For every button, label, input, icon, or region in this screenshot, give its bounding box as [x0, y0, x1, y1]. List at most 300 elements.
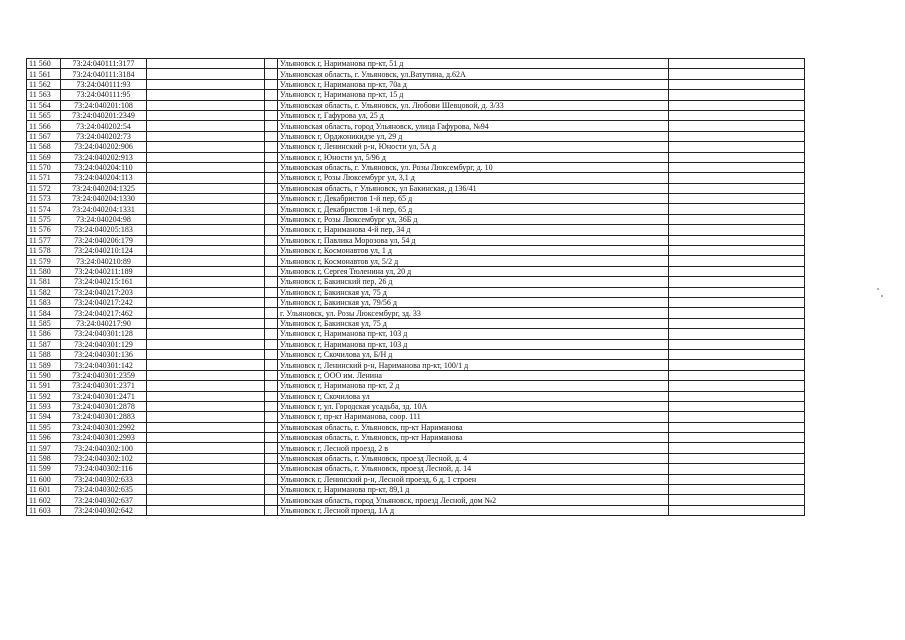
address-cell: Ульяновск г, пр-кт Нариманова, соор. 111 — [278, 412, 669, 422]
row-number-cell: 11 574 — [27, 204, 61, 214]
address-cell: Ульяновск г, Лесной проезд, 1А д — [278, 505, 669, 515]
row-number-cell: 11 577 — [27, 235, 61, 245]
row-number-cell: 11 564 — [27, 100, 61, 110]
empty-cell — [669, 194, 805, 204]
empty-cell — [147, 69, 265, 79]
empty-cell — [669, 297, 805, 307]
empty-cell — [669, 183, 805, 193]
empty-cell — [265, 443, 278, 453]
cadastral-number-cell: 73:24:040301:142 — [61, 360, 147, 370]
empty-cell — [147, 110, 265, 120]
empty-cell — [265, 360, 278, 370]
table-row — [27, 505, 805, 515]
address-cell: Ульяновская область, г Ульяновск, ул Бакинская, д 136/41 — [278, 183, 669, 193]
empty-cell — [265, 173, 278, 183]
cadastral-number-cell: 73:24:040204:110 — [61, 162, 147, 172]
row-number-cell: 11 601 — [27, 485, 61, 495]
row-number-cell: 11 602 — [27, 495, 61, 505]
address-cell: Ульяновск г, Нариманова пр-кт, 2 д — [278, 381, 669, 391]
empty-cell — [147, 266, 265, 276]
empty-cell — [669, 225, 805, 235]
address-cell: Ульяновск г, Сергея Тюленина ул, 20 д — [278, 266, 669, 276]
empty-cell — [669, 287, 805, 297]
cadastral-number-cell: 73:24:040217:203 — [61, 287, 147, 297]
empty-cell — [669, 401, 805, 411]
cadastral-number-cell: 73:24:040301:2992 — [61, 422, 147, 432]
row-number-cell: 11 583 — [27, 297, 61, 307]
address-cell: Ульяновск г, Бакинская ул, 75 д — [278, 318, 669, 328]
empty-cell — [669, 110, 805, 120]
empty-cell — [147, 474, 265, 484]
empty-cell — [147, 100, 265, 110]
empty-cell — [669, 277, 805, 287]
empty-cell — [669, 173, 805, 183]
property-register-table — [26, 58, 805, 516]
empty-cell — [147, 121, 265, 131]
table-row — [27, 370, 805, 380]
address-cell: Ульяновская область, г. Ульяновск, ул. Розы Люксембург, д. 10 — [278, 162, 669, 172]
row-number-cell: 11 585 — [27, 318, 61, 328]
empty-cell — [147, 131, 265, 141]
table-row — [27, 453, 805, 463]
empty-cell — [147, 235, 265, 245]
table-row — [27, 474, 805, 484]
row-number-cell: 11 578 — [27, 246, 61, 256]
row-number-cell: 11 590 — [27, 370, 61, 380]
cadastral-number-cell: 73:24:040204:98 — [61, 214, 147, 224]
empty-cell — [147, 173, 265, 183]
empty-cell — [265, 339, 278, 349]
table-row — [27, 287, 805, 297]
row-number-cell: 11 576 — [27, 225, 61, 235]
empty-cell — [265, 474, 278, 484]
empty-cell — [147, 152, 265, 162]
empty-cell — [265, 121, 278, 131]
row-number-cell: 11 573 — [27, 194, 61, 204]
address-cell: Ульяновск г, Нариманова пр-кт, 70а д — [278, 79, 669, 89]
empty-cell — [147, 256, 265, 266]
empty-cell — [147, 297, 265, 307]
empty-cell — [265, 246, 278, 256]
empty-cell — [147, 162, 265, 172]
cadastral-number-cell: 73:24:040217:242 — [61, 297, 147, 307]
cadastral-number-cell: 73:24:040301:2359 — [61, 370, 147, 380]
address-cell: Ульяновская область, г. Ульяновск, ул.Ватутина, д.62А — [278, 69, 669, 79]
row-number-cell: 11 588 — [27, 349, 61, 359]
table-row — [27, 69, 805, 79]
cadastral-number-cell: 73:24:040210:124 — [61, 246, 147, 256]
row-number-cell: 11 581 — [27, 277, 61, 287]
table-row — [27, 59, 805, 69]
empty-cell — [147, 225, 265, 235]
empty-cell — [669, 360, 805, 370]
row-number-cell: 11 596 — [27, 433, 61, 443]
table-row — [27, 131, 805, 141]
scan-speck — [881, 295, 883, 297]
address-cell: Ульяновск г, Нариманова пр-кт, 103 д — [278, 329, 669, 339]
empty-cell — [265, 308, 278, 318]
empty-cell — [669, 349, 805, 359]
empty-cell — [669, 485, 805, 495]
cadastral-number-cell: 73:24:040302:633 — [61, 474, 147, 484]
cadastral-number-cell: 73:24:040301:136 — [61, 349, 147, 359]
table-row — [27, 381, 805, 391]
empty-cell — [669, 495, 805, 505]
cadastral-number-cell: 73:24:040210:89 — [61, 256, 147, 266]
cadastral-number-cell: 73:24:040302:637 — [61, 495, 147, 505]
address-cell: Ульяновск г, Космонавтов ул, 1 д — [278, 246, 669, 256]
table-row — [27, 360, 805, 370]
cadastral-number-cell: 73:24:040204:1331 — [61, 204, 147, 214]
empty-cell — [669, 329, 805, 339]
empty-cell — [147, 433, 265, 443]
empty-cell — [669, 422, 805, 432]
cadastral-number-cell: 73:24:040111:3184 — [61, 69, 147, 79]
cadastral-number-cell: 73:24:040301:2371 — [61, 381, 147, 391]
cadastral-number-cell: 73:24:040301:129 — [61, 339, 147, 349]
empty-cell — [265, 225, 278, 235]
empty-cell — [265, 69, 278, 79]
empty-cell — [265, 142, 278, 152]
empty-cell — [669, 79, 805, 89]
table-row — [27, 79, 805, 89]
row-number-cell: 11 586 — [27, 329, 61, 339]
empty-cell — [147, 90, 265, 100]
address-cell: Ульяновская область, г. Ульяновск, ул. Любови Шевцовой, д. 3/33 — [278, 100, 669, 110]
table-row — [27, 256, 805, 266]
cadastral-number-cell: 73:24:040202:906 — [61, 142, 147, 152]
address-cell: Ульяновск г, Нариманова пр-кт, 103 д — [278, 339, 669, 349]
empty-cell — [265, 412, 278, 422]
empty-cell — [669, 443, 805, 453]
cadastral-number-cell: 73:24:040217:90 — [61, 318, 147, 328]
row-number-cell: 11 579 — [27, 256, 61, 266]
scan-speck — [877, 288, 879, 290]
table-body — [27, 59, 805, 516]
cadastral-number-cell: 73:24:040302:635 — [61, 485, 147, 495]
table-row — [27, 339, 805, 349]
empty-cell — [669, 474, 805, 484]
address-cell: Ульяновск г, Скочилова ул — [278, 391, 669, 401]
row-number-cell: 11 566 — [27, 121, 61, 131]
empty-cell — [147, 360, 265, 370]
table-row — [27, 443, 805, 453]
address-cell: Ульяновск г, Юности ул, 5/96 д — [278, 152, 669, 162]
row-number-cell: 11 582 — [27, 287, 61, 297]
table-row — [27, 277, 805, 287]
table-row — [27, 235, 805, 245]
address-cell: Ульяновск г, Нариманова пр-кт, 89,1 д — [278, 485, 669, 495]
table-row — [27, 121, 805, 131]
address-cell: Ульяновск г, Павлика Морозова ул, 54 д — [278, 235, 669, 245]
table-row — [27, 152, 805, 162]
cadastral-number-cell: 73:24:040301:2878 — [61, 401, 147, 411]
empty-cell — [265, 183, 278, 193]
address-cell: Ульяновск г, Нариманова 4-й пер, 34 д — [278, 225, 669, 235]
table-row — [27, 225, 805, 235]
table-row — [27, 194, 805, 204]
empty-cell — [265, 110, 278, 120]
cadastral-number-cell: 73:24:040111:93 — [61, 79, 147, 89]
address-cell: Ульяновская область, г. Ульяновск, проезд Лесной, д. 4 — [278, 453, 669, 463]
table-row — [27, 110, 805, 120]
cadastral-number-cell: 73:24:040111:3177 — [61, 59, 147, 69]
empty-cell — [265, 90, 278, 100]
address-cell: Ульяновск г, Орджоникидзе ул, 29 д — [278, 131, 669, 141]
empty-cell — [669, 433, 805, 443]
table-row — [27, 162, 805, 172]
row-number-cell: 11 599 — [27, 464, 61, 474]
empty-cell — [265, 162, 278, 172]
row-number-cell: 11 562 — [27, 79, 61, 89]
empty-cell — [669, 339, 805, 349]
row-number-cell: 11 567 — [27, 131, 61, 141]
empty-cell — [147, 401, 265, 411]
empty-cell — [147, 485, 265, 495]
empty-cell — [669, 505, 805, 515]
table-row — [27, 173, 805, 183]
empty-cell — [669, 162, 805, 172]
empty-cell — [265, 131, 278, 141]
empty-cell — [147, 277, 265, 287]
address-cell: Ульяновск г, Нариманова пр-кт, 51 д — [278, 59, 669, 69]
cadastral-number-cell: 73:24:040201:2349 — [61, 110, 147, 120]
empty-cell — [147, 339, 265, 349]
empty-cell — [669, 464, 805, 474]
table-row — [27, 318, 805, 328]
table-row — [27, 266, 805, 276]
empty-cell — [147, 287, 265, 297]
address-cell: Ульяновск г, Розы Люксембург ул, 3,1 д — [278, 173, 669, 183]
address-cell: Ульяновск г, Лесной проезд, 2 в — [278, 443, 669, 453]
empty-cell — [265, 349, 278, 359]
cadastral-number-cell: 73:24:040302:100 — [61, 443, 147, 453]
address-cell: Ульяновск г, Декабристов 1-й пер, 65 д — [278, 204, 669, 214]
cadastral-number-cell: 73:24:040205:183 — [61, 225, 147, 235]
row-number-cell: 11 563 — [27, 90, 61, 100]
cadastral-number-cell: 73:24:040206:179 — [61, 235, 147, 245]
row-number-cell: 11 572 — [27, 183, 61, 193]
empty-cell — [669, 453, 805, 463]
empty-cell — [147, 464, 265, 474]
address-cell: Ульяновская область, г. Ульяновск, проезд Лесной, д. 14 — [278, 464, 669, 474]
empty-cell — [669, 59, 805, 69]
empty-cell — [265, 329, 278, 339]
empty-cell — [265, 464, 278, 474]
address-cell: Ульяновск г, Розы Люксембург ул, 36Б д — [278, 214, 669, 224]
empty-cell — [265, 152, 278, 162]
empty-cell — [147, 194, 265, 204]
empty-cell — [669, 131, 805, 141]
table-row — [27, 391, 805, 401]
empty-cell — [147, 349, 265, 359]
address-cell: Ульяновск г, Скочилова ул, Б/Н д — [278, 349, 669, 359]
table-row — [27, 100, 805, 110]
empty-cell — [147, 246, 265, 256]
cadastral-number-cell: 73:24:040202:913 — [61, 152, 147, 162]
row-number-cell: 11 584 — [27, 308, 61, 318]
table-row — [27, 214, 805, 224]
empty-cell — [147, 329, 265, 339]
empty-cell — [147, 79, 265, 89]
row-number-cell: 11 598 — [27, 453, 61, 463]
empty-cell — [265, 433, 278, 443]
empty-cell — [147, 422, 265, 432]
empty-cell — [669, 69, 805, 79]
empty-cell — [669, 381, 805, 391]
address-cell: Ульяновская область, город Ульяновск, проезд Лесной, дом №2 — [278, 495, 669, 505]
row-number-cell: 11 589 — [27, 360, 61, 370]
empty-cell — [669, 266, 805, 276]
empty-cell — [265, 370, 278, 380]
empty-cell — [265, 235, 278, 245]
empty-cell — [669, 121, 805, 131]
table-row — [27, 297, 805, 307]
empty-cell — [669, 142, 805, 152]
empty-cell — [265, 287, 278, 297]
empty-cell — [147, 183, 265, 193]
cadastral-number-cell: 73:24:040204:1330 — [61, 194, 147, 204]
table-row — [27, 246, 805, 256]
empty-cell — [265, 256, 278, 266]
empty-cell — [147, 204, 265, 214]
empty-cell — [669, 214, 805, 224]
cadastral-number-cell: 73:24:040302:642 — [61, 505, 147, 515]
empty-cell — [265, 505, 278, 515]
empty-cell — [265, 485, 278, 495]
empty-cell — [147, 495, 265, 505]
empty-cell — [669, 308, 805, 318]
empty-cell — [265, 59, 278, 69]
cadastral-number-cell: 73:24:040217:462 — [61, 308, 147, 318]
empty-cell — [265, 79, 278, 89]
table-row — [27, 464, 805, 474]
cadastral-number-cell: 73:24:040301:128 — [61, 329, 147, 339]
table-row — [27, 495, 805, 505]
table-row — [27, 422, 805, 432]
empty-cell — [669, 256, 805, 266]
empty-cell — [265, 266, 278, 276]
empty-cell — [669, 204, 805, 214]
empty-cell — [147, 443, 265, 453]
empty-cell — [265, 422, 278, 432]
row-number-cell: 11 568 — [27, 142, 61, 152]
row-number-cell: 11 593 — [27, 401, 61, 411]
address-cell: Ульяновск г, Ленинский р-н, Нариманова пр-кт, 100/1 д — [278, 360, 669, 370]
empty-cell — [147, 391, 265, 401]
row-number-cell: 11 571 — [27, 173, 61, 183]
empty-cell — [669, 412, 805, 422]
row-number-cell: 11 580 — [27, 266, 61, 276]
address-cell: Ульяновск г, ул. Городская усадьба, зд. 10А — [278, 401, 669, 411]
empty-cell — [265, 277, 278, 287]
cadastral-number-cell: 73:24:040301:2471 — [61, 391, 147, 401]
address-cell: Ульяновск г, Ленинский р-н, Лесной проезд, 6 д, 1 строен — [278, 474, 669, 484]
empty-cell — [265, 297, 278, 307]
table-row — [27, 142, 805, 152]
empty-cell — [265, 204, 278, 214]
table-row — [27, 308, 805, 318]
row-number-cell: 11 575 — [27, 214, 61, 224]
row-number-cell: 11 603 — [27, 505, 61, 515]
empty-cell — [147, 505, 265, 515]
table-row — [27, 412, 805, 422]
address-cell: Ульяновск г, ООО им. Ленина — [278, 370, 669, 380]
empty-cell — [265, 401, 278, 411]
row-number-cell: 11 595 — [27, 422, 61, 432]
cadastral-number-cell: 73:24:040204:113 — [61, 173, 147, 183]
table-row — [27, 329, 805, 339]
empty-cell — [669, 391, 805, 401]
empty-cell — [669, 152, 805, 162]
cadastral-number-cell: 73:24:040202:73 — [61, 131, 147, 141]
table-row — [27, 401, 805, 411]
table-row — [27, 90, 805, 100]
table-row — [27, 485, 805, 495]
cadastral-number-cell: 73:24:040215:161 — [61, 277, 147, 287]
empty-cell — [147, 381, 265, 391]
address-cell: Ульяновск г, Нариманова пр-кт, 15 д — [278, 90, 669, 100]
address-cell: Ульяновск г, Ленинский р-н, Юности ул, 5А д — [278, 142, 669, 152]
empty-cell — [265, 100, 278, 110]
address-cell: Ульяновская область, г. Ульяновск, пр-кт Нариманова — [278, 422, 669, 432]
address-cell: Ульяновск г, Декабристов 1-й пер, 65 д — [278, 194, 669, 204]
row-number-cell: 11 592 — [27, 391, 61, 401]
address-cell: Ульяновская область, г. Ульяновск, пр-кт Нариманова — [278, 433, 669, 443]
cadastral-number-cell: 73:24:040201:108 — [61, 100, 147, 110]
empty-cell — [265, 194, 278, 204]
cadastral-number-cell: 73:24:040302:116 — [61, 464, 147, 474]
empty-cell — [669, 90, 805, 100]
cadastral-number-cell: 73:24:040202:54 — [61, 121, 147, 131]
table-row — [27, 204, 805, 214]
empty-cell — [147, 214, 265, 224]
empty-cell — [265, 391, 278, 401]
address-cell: Ульяновская область, город Ульяновск, улица Гафурова, №94 — [278, 121, 669, 131]
cadastral-number-cell: 73:24:040204:1325 — [61, 183, 147, 193]
empty-cell — [265, 381, 278, 391]
cadastral-number-cell: 73:24:040302:102 — [61, 453, 147, 463]
table-row — [27, 183, 805, 193]
row-number-cell: 11 565 — [27, 110, 61, 120]
row-number-cell: 11 561 — [27, 69, 61, 79]
table-row — [27, 433, 805, 443]
empty-cell — [147, 412, 265, 422]
address-cell: Ульяновск г, Бакинская ул, 79/56 д — [278, 297, 669, 307]
cadastral-number-cell: 73:24:040211:189 — [61, 266, 147, 276]
empty-cell — [265, 214, 278, 224]
cadastral-number-cell: 73:24:040301:2883 — [61, 412, 147, 422]
address-cell: Ульяновск г, Бакинская ул, 75 д — [278, 287, 669, 297]
empty-cell — [147, 59, 265, 69]
address-cell: Ульяновск г, Бакинский пер, 26 д — [278, 277, 669, 287]
empty-cell — [265, 453, 278, 463]
row-number-cell: 11 570 — [27, 162, 61, 172]
table-row — [27, 349, 805, 359]
empty-cell — [147, 453, 265, 463]
cadastral-number-cell: 73:24:040301:2993 — [61, 433, 147, 443]
row-number-cell: 11 591 — [27, 381, 61, 391]
empty-cell — [147, 318, 265, 328]
empty-cell — [147, 370, 265, 380]
empty-cell — [147, 308, 265, 318]
row-number-cell: 11 560 — [27, 59, 61, 69]
empty-cell — [669, 246, 805, 256]
empty-cell — [669, 318, 805, 328]
row-number-cell: 11 569 — [27, 152, 61, 162]
empty-cell — [669, 235, 805, 245]
address-cell: Ульяновск г, Космонавтов ул, 5/2 д — [278, 256, 669, 266]
